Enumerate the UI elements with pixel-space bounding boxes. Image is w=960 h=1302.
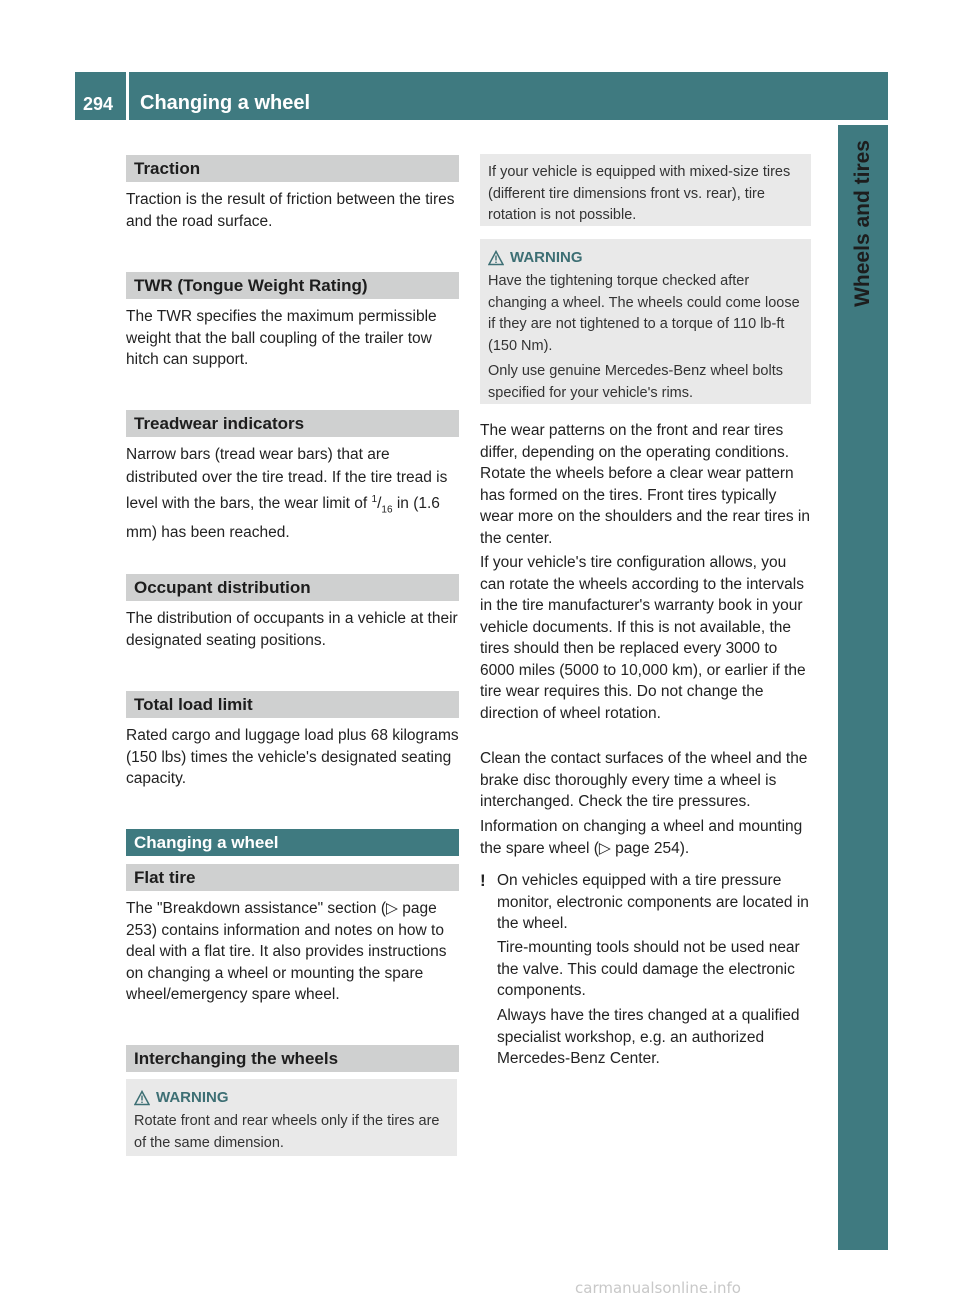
caution-mark: ! [480, 871, 486, 890]
header-divider [126, 72, 129, 120]
mixed-size-note: If your vehicle is equipped with mixed-size tires (different tire dimensions front vs. rear), tire rotation is not possible. [488, 164, 791, 223]
page-title: Changing a wheel [140, 92, 311, 114]
text-total-load: Rated cargo and luggage load plus 68 kilograms (150 lbs) times the vehicle's designated seating capacity. [126, 727, 459, 787]
warning-torque-text: Have the tightening torque checked after changing a wheel. The wheels could come loose if they are not tightened to a torque of 110 lb-ft (150 Nm). [488, 273, 800, 354]
note-tpms: On vehicles equipped with a tire pressure monitor, electronic components are located in the wheel. [497, 872, 809, 932]
heading-changing-wheel: Changing a wheel [126, 829, 459, 856]
heading-flat-tire: Flat tire [126, 864, 459, 891]
warning-box-dimension [126, 1079, 457, 1156]
text-rotation-intervals: If your vehicle's tire configuration allows, you can rotate the wheels according to the intervals in the tire manufacturer's warranty book in your vehicle documents. If this is not available, the tires should then be replaced every 3000 to 6000 miles (5000 to 10,000 km), or earlier if the tire wear requires this. Do not change the direction of wheel rotation. [480, 554, 806, 722]
watermark: carmanualsonline.info [575, 1279, 741, 1297]
note-workshop: Always have the tires changed at a qualified specialist workshop, e.g. an authorized Mercedes-Benz Center. [497, 1007, 800, 1067]
heading-twr: TWR (Tongue Weight Rating) [126, 272, 459, 299]
warning-header [134, 1087, 449, 1109]
heading-traction: Traction [126, 155, 459, 182]
side-tab-marker [840, 1212, 886, 1248]
heading-interchanging: Interchanging the wheels [126, 1045, 459, 1072]
heading-total-load: Total load limit [126, 691, 459, 718]
text-twr: The TWR specifies the maximum permissible weight that the ball coupling of the trailer tow hitch can support. [126, 308, 437, 368]
text-flat-tire: The "Breakdown assistance" section (▷ page 253) contains information and notes on how to deal with a flat tire. It also provides instructions on changing a wheel or mounting the spare wheel/emergency spare wheel. [126, 900, 447, 1003]
text-traction: Traction is the result of friction between the tires and the road surface. [126, 191, 455, 230]
text-changing-info: Information on changing a wheel and mounting the spare wheel (▷ page 254). [480, 818, 803, 857]
text-occupant: The distribution of occupants in a vehicle at their designated seating positions. [126, 610, 458, 649]
page-number: 294 [83, 94, 114, 114]
warning-header [488, 247, 803, 269]
fraction-numerator: 1 [371, 494, 378, 505]
warning-bolts-text: Only use genuine Mercedes-Benz wheel bolts specified for your vehicle's rims. [488, 363, 783, 401]
heading-treadwear: Treadwear indicators [126, 410, 459, 437]
fraction-slash: / [377, 495, 382, 513]
note-mounting-tools: Tire-mounting tools should not be used near the valve. This could damage the electronic components. [497, 939, 800, 999]
warning-text: Rotate front and rear wheels only if the tires are of the same dimension. [134, 1113, 440, 1151]
mixed-size-note-box [480, 154, 811, 226]
warning-triangle-icon [488, 250, 504, 266]
warning-label: WARNING [156, 1089, 229, 1107]
text-clean-surfaces: Clean the contact surfaces of the wheel and the brake disc thoroughly every time a wheel is interchanged. Check the tire pressures. [480, 750, 808, 810]
text-wear-patterns: The wear patterns on the front and rear tires differ, depending on the operating conditions. Rotate the wheels before a clear wear pattern has formed on the tires. Front tires typically wear more on the shoulders and the rear tires in the center. [480, 422, 810, 547]
heading-occupant: Occupant distribution [126, 574, 459, 601]
text-treadwear [126, 444, 459, 544]
warning-label: WARNING [510, 249, 583, 267]
text-treadwear-part-a: Narrow bars (tread wear bars) that are distributed over the tire tread. If the tire tread is level with the bars, the wear limit of [126, 446, 448, 513]
warning-box-torque [480, 239, 811, 404]
fraction-denominator: 16 [381, 504, 393, 516]
warning-triangle-icon [134, 1090, 150, 1106]
side-tab-label: Wheels and tires [851, 140, 874, 307]
text-treadwear-part-b: in (1.6 mm) has been reached. [126, 495, 440, 541]
